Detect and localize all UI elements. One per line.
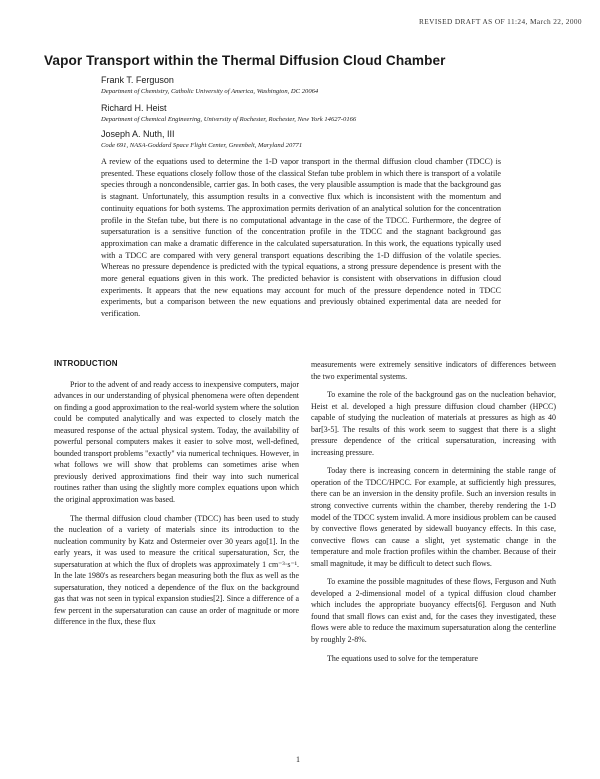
right-paragraph-1: measurements were extremely sensitive indicators of differences between the two experimental systems.	[311, 360, 556, 381]
right-paragraph-3: Today there is increasing concern in determining the stable range of operation of the TDCC/HPCC. For example, at sufficiently high pressures, there can be an inversion in the density profile. Such an inversion results in strong convective currents within the chamber, thereby rendering the 1-D model of the TDCC system invalid. A more insidious problem can be caused by convective flows generated by sidewall buoyancy effects. In this case, convective flows can cause a slight, yet systematic change in the temperature and mole fraction profiles within the chamber. Because of their small magnitude, it may be difficult to detect such flows.	[311, 466, 556, 568]
author-name-2: Richard H. Heist	[101, 103, 167, 113]
author-affiliation-2: Department of Chemical Engineering, University of Rochester, Rochester, New York 14627-0166	[101, 116, 357, 123]
author-affiliation-1: Department of Chemistry, Catholic University of America, Washington, DC 20064	[101, 88, 319, 95]
author-name-1: Frank T. Ferguson	[101, 75, 174, 85]
right-paragraph-5: The equations used to solve for the temperature	[327, 653, 478, 663]
paper-title: Vapor Transport within the Thermal Diffusion Cloud Chamber	[44, 53, 446, 68]
author-affiliation-3: Code 691, NASA-Goddard Space Flight Center, Greenbelt, Maryland 20771	[101, 142, 303, 149]
author-name-3: Joseph A. Nuth, III	[101, 129, 175, 139]
right-paragraph-4: To examine the possible magnitudes of these flows, Ferguson and Nuth developed a 2-dimensional model of a typical diffusion cloud chamber which includes the appropriate buoyancy effects[6]. Ferguson and Nuth found that small flows can exist and, for the cases they investigated, these flows were able to reduce the maximum supersaturation along the centerline by roughly 2-8%.	[311, 577, 556, 645]
draft-note: REVISED DRAFT AS OF 11:24, March 22, 2000	[419, 17, 582, 26]
section-heading-introduction: INTRODUCTION	[54, 359, 118, 368]
left-column	[54, 358, 299, 635]
abstract: A review of the equations used to determine the 1-D vapor transport in the thermal diffusion cloud chamber (TDCC) is presented. These equations closely follow those of the classical Stefan tube problem in which there is transport of a volatile species through a noncondensible, carrier gas. In both cases, the very plausible assumption is made that the background gas is stagnant. Unfortunately, this assumption results in a convective flux which is inconsistent with the momentum and continuity equations for both systems. The approximation permits derivation of an analytical solution for the concentration profile in the Stefan tube, but there is no computational advantage in the case of the TDCC. Furthermore, the degree of supersaturation is a sensitive function of the concentration profile in the TDCC and the stagnant background gas approximation can make a dramatic difference in the calculated supersaturation. In this work, the equations typically used with a TDCC are compared with very general transport equations describing the 1-D diffusion of the volatile species. Whereas no pressure dependence is predicted with the typical equations, a strong pressure dependence is present with the more general equations given in this work. The predicted behavior is consistent with observations in diffusion cloud experiments. It appears that the new equations may account for much of the pressure dependence noted in TDCC experiments, but a comparison between the new equations and previously obtained experimental data are needed for verification.	[101, 157, 501, 319]
intro-paragraph-2: The thermal diffusion cloud chamber (TDCC) has been used to study the nucleation of a variety of materials since its introduction to the nucleation community by Katz and Ostermeier over 30 years ago[1]. In the early years, it was used to measure the critical supersaturation, Scr, the supersaturation at which the flux of droplets was approximately 1 cm⁻³·s⁻¹. In the late 1980's as researchers began measuring both the flux as well as the supersaturation, they noticed a dependence of the flux on the background gas that was not seen in typical expansion studies[2]. Since a difference of a few percent in the supersaturation can cause an order of magnitude or more difference in the flux, these flux	[54, 513, 299, 627]
page-number: 1	[296, 755, 300, 764]
right-paragraph-2: To examine the role of the background gas on the nucleation behavior, Heist et al. developed a high pressure diffusion cloud chamber (HPCC) capable of studying the nucleation of materials at pressures as high as 40 bar[3-5]. The results of this work seem to suggest that there is a slight pressure dependence of the critical supersaturation, increasing with increasing pressure.	[311, 390, 556, 457]
right-column	[311, 359, 556, 671]
intro-paragraph-1: Prior to the advent of and ready access to inexpensive computers, major advances in our understanding of physical phenomena were often dependent on finding a good approximation to the real-world system where the solution could be computed analytically and was expected to closely match the measured response of the actual physical system. Today, the availability of powerful personal computers makes it easier to solve most, well-defined, bounded transport problems "exactly" via numerical techniques. However, in what follows we will show that problems can sometimes arise when previously derived approximations find their way into such numerical routines rather than using the slightly more complex equations upon which the original approximation was based.	[54, 379, 299, 505]
